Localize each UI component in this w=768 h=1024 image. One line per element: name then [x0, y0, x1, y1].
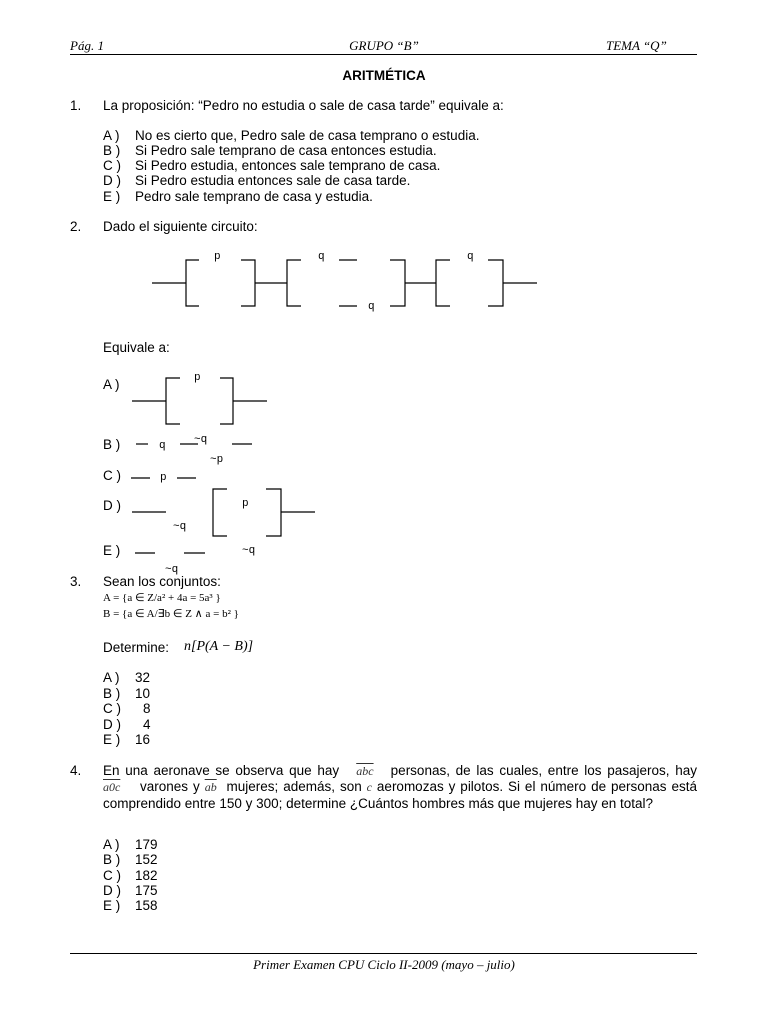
q1-option-e-label: E ) — [103, 189, 121, 204]
q3-option-b: 10 — [135, 686, 151, 701]
q4-option-c-label: C ) — [103, 868, 121, 883]
q2-option-b-label: B ) — [103, 437, 121, 452]
q4-option-d: 175 — [135, 883, 158, 898]
q3-option-b-label: B ) — [103, 686, 121, 701]
circuit-switch-q-right: q — [467, 251, 474, 263]
opt-d-switch-p: p — [242, 498, 249, 510]
opt-b-switch-q: q — [159, 440, 166, 452]
q4-text-part-5: aeromozas y pilotos. Si el número de personas está comprendido entre 150 y 300; determine ¿Cuántos hombres más que mujeres hay en total? — [103, 779, 697, 811]
group-label: GRUPO “B” — [349, 38, 419, 53]
question-1-number: 1. — [70, 98, 82, 113]
opt-e-switch-nq-bottom: ~q — [165, 564, 179, 576]
page-number: Pág. 1 — [70, 38, 104, 53]
section-title: ARITMÉTICA — [342, 68, 426, 83]
footer-text: Primer Examen CPU Ciclo II-2009 (mayo – julio) — [253, 957, 515, 972]
q4-text-part-1: En una aeronave se observa que hay — [103, 763, 340, 778]
circuit-switch-p: p — [214, 251, 221, 263]
theme-label: TEMA “Q” — [606, 38, 667, 53]
q1-option-c-label: C ) — [103, 158, 121, 173]
question-4-number: 4. — [70, 763, 82, 778]
q1-option-a-label: A ) — [103, 128, 120, 143]
q4-option-a-label: A ) — [103, 837, 120, 852]
q4-text-part-4: mujeres; además, son — [226, 779, 362, 795]
q4-option-b-label: B ) — [103, 852, 121, 867]
question-3-number: 3. — [70, 574, 82, 589]
q4-text-part-3: varones y — [140, 779, 200, 795]
q2-option-c-label: C ) — [103, 468, 121, 483]
q3-option-e-label: E ) — [103, 732, 121, 747]
circuit-switch-q-bottom: q — [368, 301, 375, 313]
q3-option-e: 16 — [135, 732, 151, 747]
determine-expression: n[P(A − B)] — [184, 639, 254, 654]
q2-option-e-label: E ) — [103, 543, 121, 558]
q2-option-d-label: D ) — [103, 498, 121, 513]
q3-option-c: 8 — [143, 701, 151, 716]
circuit-switch-q-top: q — [318, 251, 325, 263]
q4-option-e: 158 — [135, 898, 158, 913]
q3-option-d: 4 — [143, 717, 151, 732]
q2-option-a-label: A ) — [103, 377, 120, 392]
q3-option-c-label: C ) — [103, 701, 121, 716]
question-4-text — [103, 763, 697, 811]
opt-c-switch-p: p — [160, 472, 167, 484]
q4-option-b: 152 — [135, 852, 158, 867]
q1-option-b: Si Pedro sale temprano de casa entonces estudia. — [135, 143, 437, 158]
question-2-text: Dado el siguiente circuito: — [103, 219, 258, 234]
q1-option-d: Si Pedro estudia entonces sale de casa tarde. — [135, 173, 411, 188]
opt-a-switch-p: p — [194, 372, 201, 384]
q4-text-part-2: personas, de las cuales, entre los pasajeros, hay — [390, 763, 697, 778]
opt-e-switch-nq-right: ~q — [242, 545, 256, 557]
footer-rule — [70, 953, 697, 954]
q3-option-d-label: D ) — [103, 717, 121, 732]
set-a-definition: A = {a ∈ Z/a² + 4a = 5a³ } — [103, 592, 221, 604]
q4-option-a: 179 — [135, 837, 158, 852]
q4-ab: $\overline{ab}$ — [204, 780, 217, 795]
q4-option-c: 182 — [135, 868, 158, 883]
determine-label: Determine: — [103, 640, 170, 655]
question-2-number: 2. — [70, 219, 82, 234]
question-3-text: Sean los conjuntos: — [103, 574, 221, 589]
set-b-definition: B = {a ∈ A/∃b ∈ Z ∧ a = b² } — [103, 608, 239, 620]
q4-a0c: a0c — [103, 780, 121, 795]
question-1-text: La proposición: “Pedro no estudia o sale de casa tarde” equivale a: — [103, 98, 504, 113]
q1-option-c: Si Pedro estudia, entonces sale temprano de casa. — [135, 158, 441, 173]
q4-c: c — [366, 780, 372, 795]
q3-option-a: 32 — [135, 670, 151, 685]
opt-b-switch-nq: ~q — [194, 434, 208, 446]
q1-option-e: Pedro sale temprano de casa y estudia. — [135, 189, 373, 204]
q1-option-a: No es cierto que, Pedro sale de casa temprano o estudia. — [135, 128, 480, 143]
opt-d-switch-nq: ~q — [173, 521, 187, 533]
q4-option-d-label: D ) — [103, 883, 121, 898]
equivale-label: Equivale a: — [103, 340, 170, 355]
q4-abc: $\overline{abc}$ — [356, 764, 374, 778]
q1-option-b-label: B ) — [103, 143, 121, 158]
q3-option-a-label: A ) — [103, 670, 120, 685]
opt-b-switch-np: ~p — [210, 454, 224, 466]
q4-option-e-label: E ) — [103, 898, 121, 913]
q1-option-d-label: D ) — [103, 173, 121, 188]
